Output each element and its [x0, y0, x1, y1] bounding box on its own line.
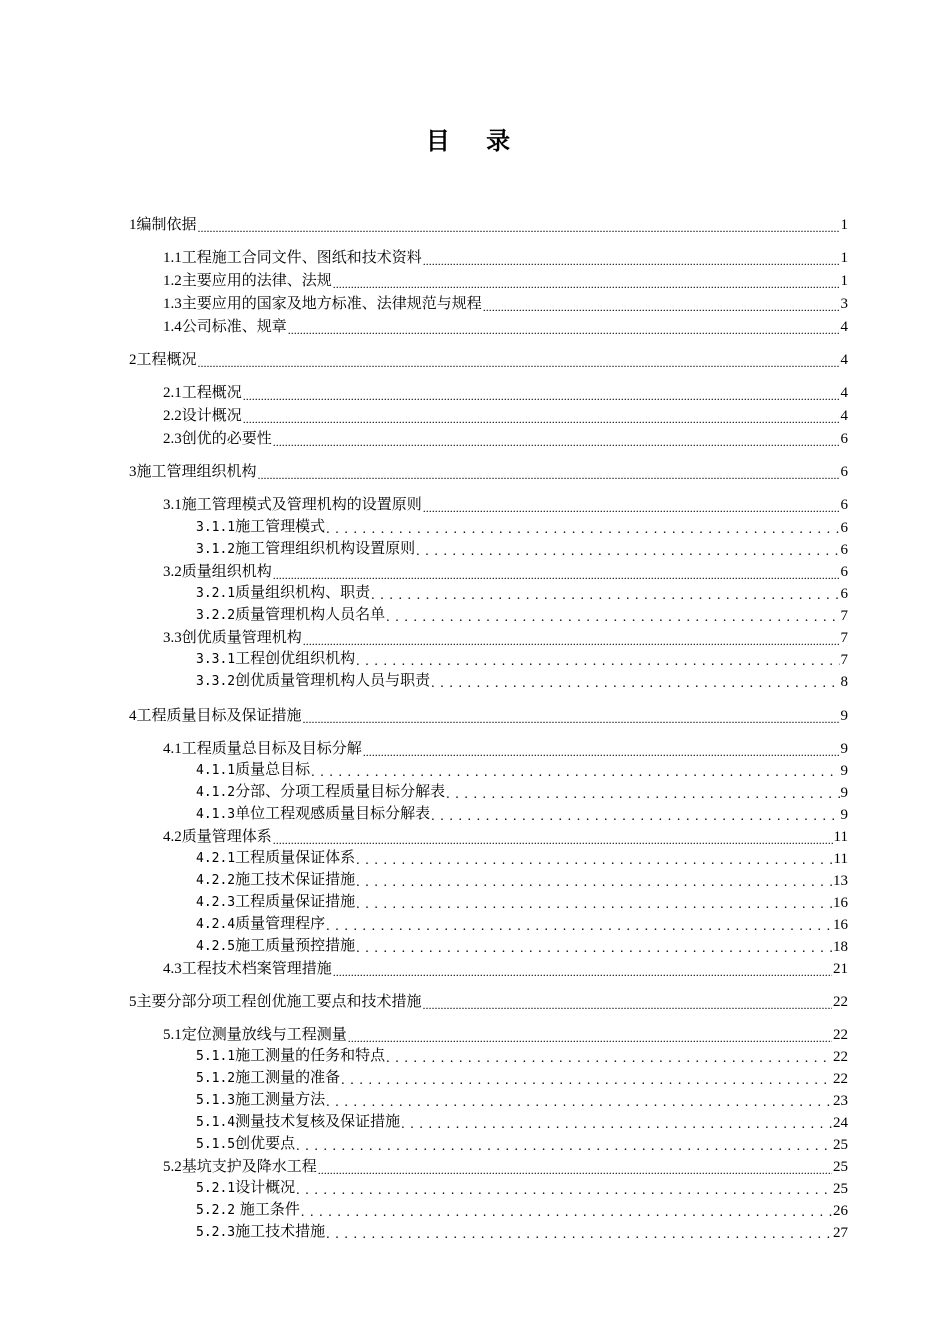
toc-entry-number: 5.1.2 [196, 1071, 236, 1086]
toc-entry[interactable] [196, 1047, 848, 1067]
toc-page-number: 22 [833, 1027, 848, 1043]
toc-entry[interactable] [163, 429, 848, 449]
toc-page-number: 26 [833, 1203, 848, 1219]
toc-dot-leader [423, 998, 832, 1012]
toc-dot-leader [243, 412, 840, 426]
toc-entry-text: 质量管理机构人员名单 [235, 605, 386, 623]
toc-dot-leader [483, 300, 840, 314]
toc-page-number: 25 [833, 1159, 848, 1175]
toc-page-number: 1 [840, 217, 848, 233]
toc-entry-title [196, 803, 430, 825]
toc-entry[interactable] [196, 1069, 848, 1089]
toc-page-number: 6 [840, 542, 848, 558]
toc-entry[interactable] [163, 317, 848, 337]
toc-entry[interactable] [163, 562, 848, 582]
toc-entry[interactable] [163, 628, 848, 648]
toc-entry-text: 施工质量预控措施 [235, 936, 356, 954]
toc-dot-leader [198, 356, 840, 370]
toc-entry-number: 3.3.1 [196, 652, 236, 667]
toc-entry-number: 1.1 [163, 250, 182, 266]
toc-dot-leader [356, 853, 832, 869]
toc-entry-title [196, 913, 325, 935]
toc-entry-number: 4.2.3 [196, 895, 236, 910]
toc-entry-title [196, 1067, 340, 1089]
toc-entry-text: 工程质量保证体系 [235, 848, 356, 866]
toc-entry-text: 施工条件 [235, 1200, 300, 1218]
toc-entry-number: 5.1.3 [196, 1093, 236, 1108]
toc-entry[interactable] [196, 1223, 848, 1243]
toc-dot-leader [341, 1073, 832, 1089]
toc-page-number: 16 [833, 917, 848, 933]
toc-entry[interactable] [163, 248, 848, 268]
toc-dot-leader [423, 254, 840, 268]
toc-page-number: 6 [840, 564, 848, 580]
toc-entry-text: 质量管理体系 [181, 827, 272, 845]
toc-title: 目 录 [425, 127, 525, 155]
toc-entry-number: 1.4 [163, 319, 182, 335]
toc-page-number: 6 [840, 464, 848, 480]
toc-dot-leader [356, 897, 832, 913]
toc-entry-text: 施工管理模式 [235, 517, 326, 535]
toc-dot-leader [318, 1163, 832, 1177]
toc-entry-text: 质量组织机构、职责 [235, 583, 371, 601]
toc-dot-leader [431, 676, 839, 692]
toc-dot-leader [326, 522, 839, 538]
toc-entry-title [196, 1089, 325, 1111]
toc-page-number: 6 [840, 497, 848, 513]
toc-entry-number: 5.1 [163, 1027, 182, 1043]
toc-entry[interactable] [196, 672, 848, 692]
toc-entry-text: 施工测量方法 [235, 1090, 326, 1108]
toc-entry[interactable] [196, 606, 848, 626]
toc-dot-leader [333, 277, 840, 291]
toc-page-number: 13 [833, 873, 848, 889]
toc-entry-number: 5.2 [163, 1159, 182, 1175]
toc-entry[interactable] [196, 915, 848, 935]
toc-entry-text: 基坑支护及降水工程 [181, 1157, 317, 1175]
toc-entry-text: 设计概况 [235, 1178, 296, 1196]
toc-entry-text: 单位工程观感质量目标分解表 [235, 804, 431, 822]
toc-page-number: 6 [840, 431, 848, 447]
toc-entry-title [196, 759, 310, 781]
toc-page-number: 7 [840, 630, 848, 646]
toc-page-number: 11 [833, 851, 848, 867]
toc-page-number: 1 [840, 250, 848, 266]
toc-page-number: 4 [840, 352, 848, 368]
toc-page-number: 3 [840, 296, 848, 312]
toc-entry-title [196, 648, 355, 670]
toc-dot-leader [326, 1095, 832, 1111]
toc-dot-leader [301, 1205, 832, 1221]
toc-entry-number: 2.3 [163, 431, 182, 447]
toc-entry-title [163, 293, 482, 314]
toc-entry[interactable] [196, 650, 848, 670]
toc-page-number: 9 [840, 807, 848, 823]
toc-dot-leader [311, 765, 839, 781]
toc-entry-text: 分部、分项工程质量目标分解表 [235, 782, 446, 800]
toc-page-number: 6 [840, 586, 848, 602]
toc-entry-number: 5.1.4 [196, 1115, 236, 1130]
toc-entry-text: 创优的必要性 [181, 429, 272, 447]
toc-dot-leader [371, 588, 839, 604]
toc-dot-leader [296, 1183, 832, 1199]
toc-page-number: 9 [840, 785, 848, 801]
toc-entry-number: 4 [129, 708, 137, 724]
toc-entry[interactable] [163, 959, 848, 979]
toc-entry-number: 4.2.1 [196, 851, 236, 866]
toc-entry[interactable] [196, 1179, 848, 1199]
toc-entry-text: 施工管理模式及管理机构的设置原则 [181, 495, 422, 513]
toc-entry-text: 定位测量放线与工程测量 [181, 1025, 347, 1043]
toc-page-number: 9 [840, 741, 848, 757]
toc-entry-text: 工程创优组织机构 [235, 649, 356, 667]
toc-entry-number: 3.1.2 [196, 542, 236, 557]
toc-entry-title [163, 382, 242, 403]
toc-dot-leader [326, 1227, 832, 1243]
toc-dot-leader [288, 323, 840, 337]
toc-dot-leader [416, 544, 839, 560]
toc-page-number: 7 [840, 652, 848, 668]
toc-page-number: 22 [833, 994, 848, 1010]
toc-entry[interactable] [163, 271, 848, 291]
toc-entry-title [196, 670, 430, 692]
toc-page-number: 27 [833, 1225, 848, 1241]
toc-entry-title [196, 1045, 385, 1067]
toc-entry-text: 质量总目标 [235, 760, 311, 778]
toc-entry-title [163, 270, 332, 291]
toc-entry[interactable] [196, 1135, 848, 1155]
toc-dot-leader [273, 435, 840, 449]
toc-entry[interactable] [196, 783, 848, 803]
toc-entry-text: 工程施工合同文件、图纸和技术资料 [181, 248, 422, 266]
toc-entry-number: 4.1 [163, 741, 182, 757]
toc-entry-title [196, 538, 415, 560]
toc-dot-leader [333, 965, 832, 979]
toc-entry-text: 质量管理程序 [235, 914, 326, 932]
toc-entry[interactable] [163, 1025, 848, 1045]
toc-entry-text: 创优质量管理机构人员与职责 [235, 671, 431, 689]
toc-page-number: 4 [840, 319, 848, 335]
toc-entry[interactable] [163, 294, 848, 314]
toc-page-number: 25 [833, 1181, 848, 1197]
toc-dot-leader [423, 501, 840, 515]
toc-dot-leader [296, 1139, 832, 1155]
toc-entry-title [163, 738, 362, 759]
toc-entry-text: 施工技术保证措施 [235, 870, 356, 888]
toc-entry-number: 3.1 [163, 497, 182, 513]
toc-page-number: 7 [840, 608, 848, 624]
toc-dot-leader [303, 634, 840, 648]
toc-entry-text: 工程质量目标及保证措施 [136, 706, 302, 724]
toc-entry-title [196, 582, 370, 604]
toc-entry-title [196, 781, 445, 803]
toc-dot-leader [326, 919, 832, 935]
toc-dot-leader [386, 1051, 832, 1067]
toc-entry-number: 3 [129, 464, 137, 480]
toc-page-number: 18 [833, 939, 848, 955]
toc-entry[interactable] [196, 540, 848, 560]
toc-entry-number: 3.2.2 [196, 608, 236, 623]
toc-entry[interactable] [129, 992, 848, 1012]
toc-entry[interactable] [129, 706, 848, 726]
toc-page-number: 22 [833, 1071, 848, 1087]
toc-entry-title [163, 561, 272, 582]
toc-entry[interactable] [196, 937, 848, 957]
toc-entry-text: 工程质量保证措施 [235, 892, 356, 910]
toc-entry-number: 4.2.4 [196, 917, 236, 932]
toc-entry-number: 1.2 [163, 273, 182, 289]
toc-page-number: 23 [833, 1093, 848, 1109]
toc-page-number: 16 [833, 895, 848, 911]
toc-entry-title [196, 516, 325, 538]
toc-entry-title [163, 247, 422, 268]
toc-entry-number: 3.2 [163, 564, 182, 580]
toc-dot-leader [258, 468, 840, 482]
toc-entry-title [196, 1111, 400, 1133]
toc-entry-number: 5.2.3 [196, 1225, 236, 1240]
toc-entry-text: 施工管理组织机构设置原则 [235, 539, 416, 557]
toc-entry[interactable] [163, 1157, 848, 1177]
toc-entry[interactable] [129, 462, 848, 482]
toc-entry-title [163, 316, 287, 337]
toc-entry-title [163, 494, 422, 515]
toc-entry-text: 施工管理组织机构 [136, 462, 257, 480]
toc-entry-title [163, 627, 302, 648]
toc-entry-number: 4.2.2 [196, 873, 236, 888]
toc-page-number: 1 [840, 273, 848, 289]
toc-page-number: 8 [840, 674, 848, 690]
toc-page-number: 9 [840, 763, 848, 779]
toc-dot-leader [446, 787, 839, 803]
toc-entry[interactable] [196, 761, 848, 781]
toc-entry-number: 4.1.1 [196, 763, 236, 778]
toc-entry-title [129, 349, 197, 370]
toc-entry-title [196, 1199, 300, 1221]
toc-entry-title [129, 705, 302, 726]
toc-entry[interactable] [163, 827, 848, 847]
toc-entry[interactable] [196, 1091, 848, 1111]
toc-page-number: 22 [833, 1049, 848, 1065]
toc-entry-number: 5.2.1 [196, 1181, 236, 1196]
toc-entry-number: 5.1.1 [196, 1049, 236, 1064]
toc-entry-text: 创优质量管理机构 [181, 628, 302, 646]
toc-entry-number: 3.1.1 [196, 520, 236, 535]
toc-page-number: 11 [833, 829, 848, 845]
toc-dot-leader [363, 745, 840, 759]
toc-entry[interactable] [163, 739, 848, 759]
toc-entry-text: 质量组织机构 [181, 562, 272, 580]
toc-entry-number: 5.1.5 [196, 1137, 236, 1152]
toc-entry-text: 设计概况 [181, 406, 242, 424]
toc-entry-number: 4.1.2 [196, 785, 236, 800]
toc-entry-title [163, 826, 272, 847]
toc-entry-number: 2.1 [163, 385, 182, 401]
toc-entry-title [196, 847, 355, 869]
toc-dot-leader [243, 389, 840, 403]
toc-entry[interactable] [163, 495, 848, 515]
toc-entry-text: 工程技术档案管理措施 [181, 959, 332, 977]
toc-entry-title [163, 428, 272, 449]
toc-entry[interactable] [129, 215, 848, 235]
toc-entry-title [163, 1156, 317, 1177]
toc-entry-number: 1.3 [163, 296, 182, 312]
toc-entry-title [163, 958, 332, 979]
toc-entry-number: 3.3 [163, 630, 182, 646]
toc-entry-number: 1 [129, 217, 137, 233]
toc-entry[interactable] [129, 350, 848, 370]
toc-entry-number: 3.3.2 [196, 674, 236, 689]
toc-entry-number: 4.1.3 [196, 807, 236, 822]
toc-entry-text: 施工测量的准备 [235, 1068, 341, 1086]
toc-dot-leader [431, 809, 839, 825]
toc-entry-text: 工程概况 [181, 383, 242, 401]
toc-dot-leader [401, 1117, 832, 1133]
toc-dot-leader [273, 833, 833, 847]
toc-page-number: 4 [840, 385, 848, 401]
toc-entry-text: 施工技术措施 [235, 1222, 326, 1240]
toc-entry-text: 公司标准、规章 [181, 317, 287, 335]
toc-dot-leader [348, 1031, 832, 1045]
toc-entry[interactable] [196, 584, 848, 604]
toc-page-number: 9 [840, 708, 848, 724]
toc-entry-text: 施工测量的任务和特点 [235, 1046, 386, 1064]
toc-entry-number: 4.3 [163, 961, 182, 977]
toc-entry-number: 5.2.2 [196, 1203, 236, 1218]
toc-entry-text: 主要应用的国家及地方标准、法律规范与规程 [181, 294, 482, 312]
toc-entry-text: 主要应用的法律、法规 [181, 271, 332, 289]
toc-entry-text: 创优要点 [235, 1134, 296, 1152]
toc-entry-number: 2.2 [163, 408, 182, 424]
toc-page-number: 21 [833, 961, 848, 977]
toc-entry-title [129, 991, 422, 1012]
toc-entry-number: 2 [129, 352, 137, 368]
toc-dot-leader [273, 568, 840, 582]
toc-entry-title [163, 405, 242, 426]
toc-entry-title [196, 1177, 295, 1199]
toc-entry-number: 3.2.1 [196, 586, 236, 601]
toc-entry-title [196, 891, 355, 913]
toc-entry[interactable] [163, 383, 848, 403]
toc-dot-leader [198, 221, 840, 235]
toc-entry[interactable] [196, 849, 848, 869]
toc-entry-title [129, 461, 257, 482]
toc-entry-title [196, 1133, 295, 1155]
toc-dot-leader [356, 654, 839, 670]
toc-entry-title [196, 604, 385, 626]
toc-entry-number: 5 [129, 994, 137, 1010]
toc-page-number: 25 [833, 1137, 848, 1153]
toc-entry[interactable] [196, 893, 848, 913]
toc-entry-text: 工程质量总目标及目标分解 [181, 739, 362, 757]
toc-entry[interactable] [196, 805, 848, 825]
toc-entry-number: 4.2.5 [196, 939, 236, 954]
toc-entry-title [129, 214, 197, 235]
toc-entry-title [196, 935, 355, 957]
toc-entry-text: 工程概况 [136, 350, 197, 368]
toc-dot-leader [303, 712, 840, 726]
toc-entry-title [163, 1024, 347, 1045]
toc-dot-leader [356, 941, 832, 957]
toc-entry-title [196, 1221, 325, 1243]
toc-entry[interactable] [163, 406, 848, 426]
toc-entry-text: 编制依据 [136, 215, 197, 233]
toc-entry-text: 测量技术复核及保证措施 [235, 1112, 401, 1130]
toc-page-number: 24 [833, 1115, 848, 1131]
toc-entry[interactable] [196, 871, 848, 891]
toc-dot-leader [356, 875, 832, 891]
toc-page-number: 4 [840, 408, 848, 424]
toc-entry[interactable] [196, 518, 848, 538]
toc-entry-text: 主要分部分项工程创优施工要点和技术措施 [136, 992, 422, 1010]
toc-dot-leader [386, 610, 839, 626]
toc-entry-title [196, 869, 355, 891]
toc-entry[interactable] [196, 1113, 848, 1133]
toc-entry[interactable] [196, 1201, 848, 1221]
toc-page-number: 6 [840, 520, 848, 536]
toc-entry-number: 4.2 [163, 829, 182, 845]
